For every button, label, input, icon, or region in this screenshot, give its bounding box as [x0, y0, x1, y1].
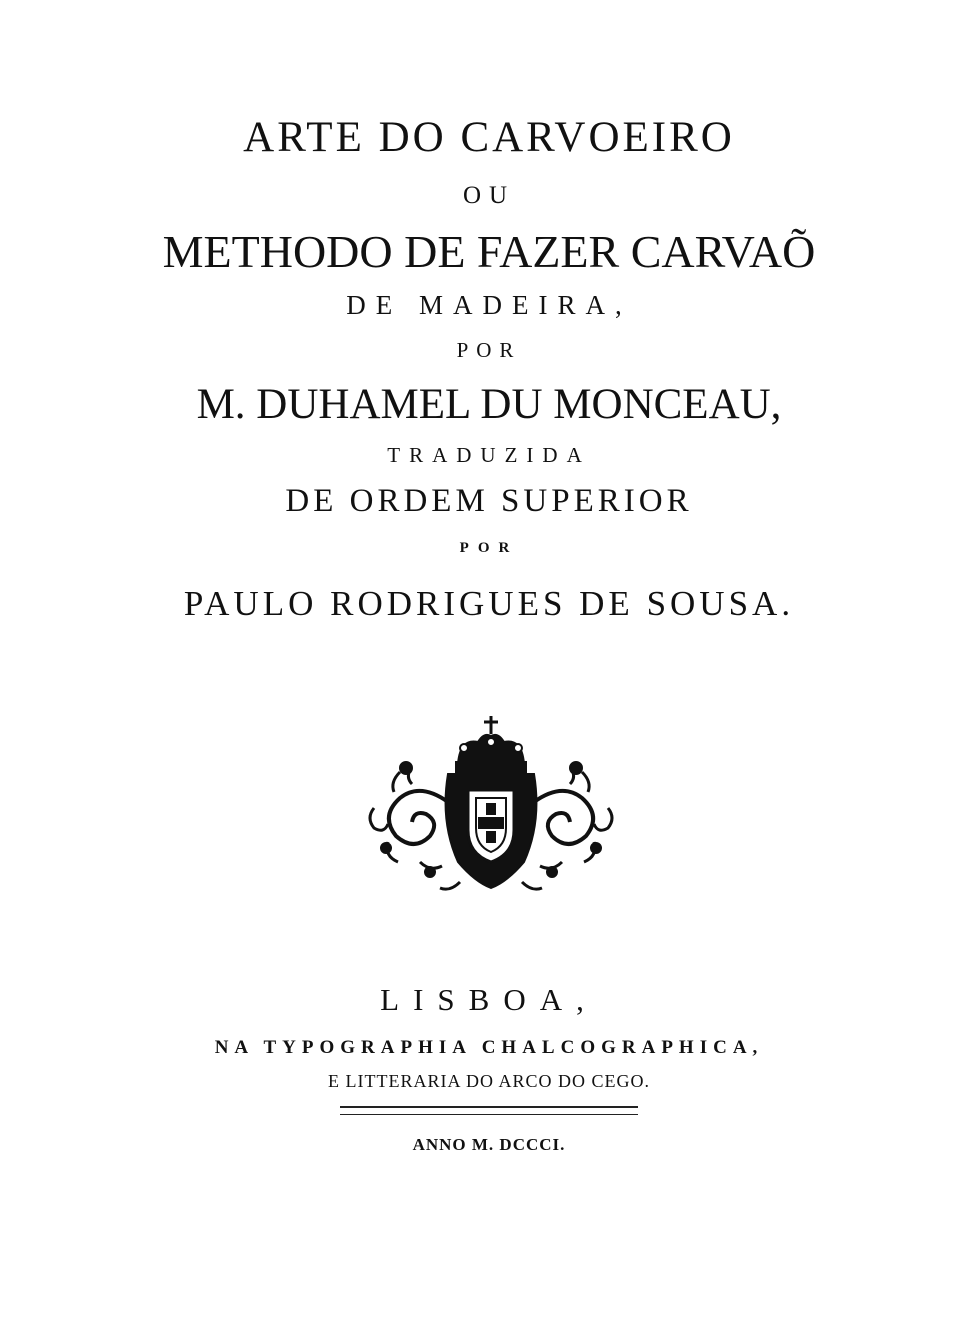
translator-name: PAULO RODRIGUES DE SOUSA.	[183, 584, 795, 623]
order-statement: DE ORDEM SUPERIOR	[285, 483, 693, 519]
translated-label: TRADUZIDA	[387, 443, 591, 467]
title-conjunction: OU	[462, 182, 516, 209]
imprint-city: LISBOA,	[380, 982, 598, 1017]
by-label: POR	[456, 338, 522, 362]
book-title-line-1: ARTE DO CARVOEIRO	[243, 114, 735, 161]
imprint-divider-thin	[340, 1114, 638, 1115]
imprint-printer-line-1: NA TYPOGRAPHIA CHALCOGRAPHICA,	[214, 1037, 764, 1058]
translator-by-label: POR	[459, 540, 519, 556]
imprint-printer-line-2: E LITTERARIA DO ARCO DO CEGO.	[328, 1071, 650, 1091]
imprint-year: ANNO M. DCCCI.	[412, 1135, 566, 1154]
imprint-divider-thick	[340, 1106, 638, 1108]
author-name: M. DUHAMEL DU MONCEAU,	[196, 381, 782, 428]
book-title-line-3: DE MADEIRA,	[346, 290, 632, 320]
royal-coat-of-arms-icon	[360, 712, 622, 894]
book-title-line-2: METHODO DE FAZER CARVAÕ	[162, 226, 816, 277]
